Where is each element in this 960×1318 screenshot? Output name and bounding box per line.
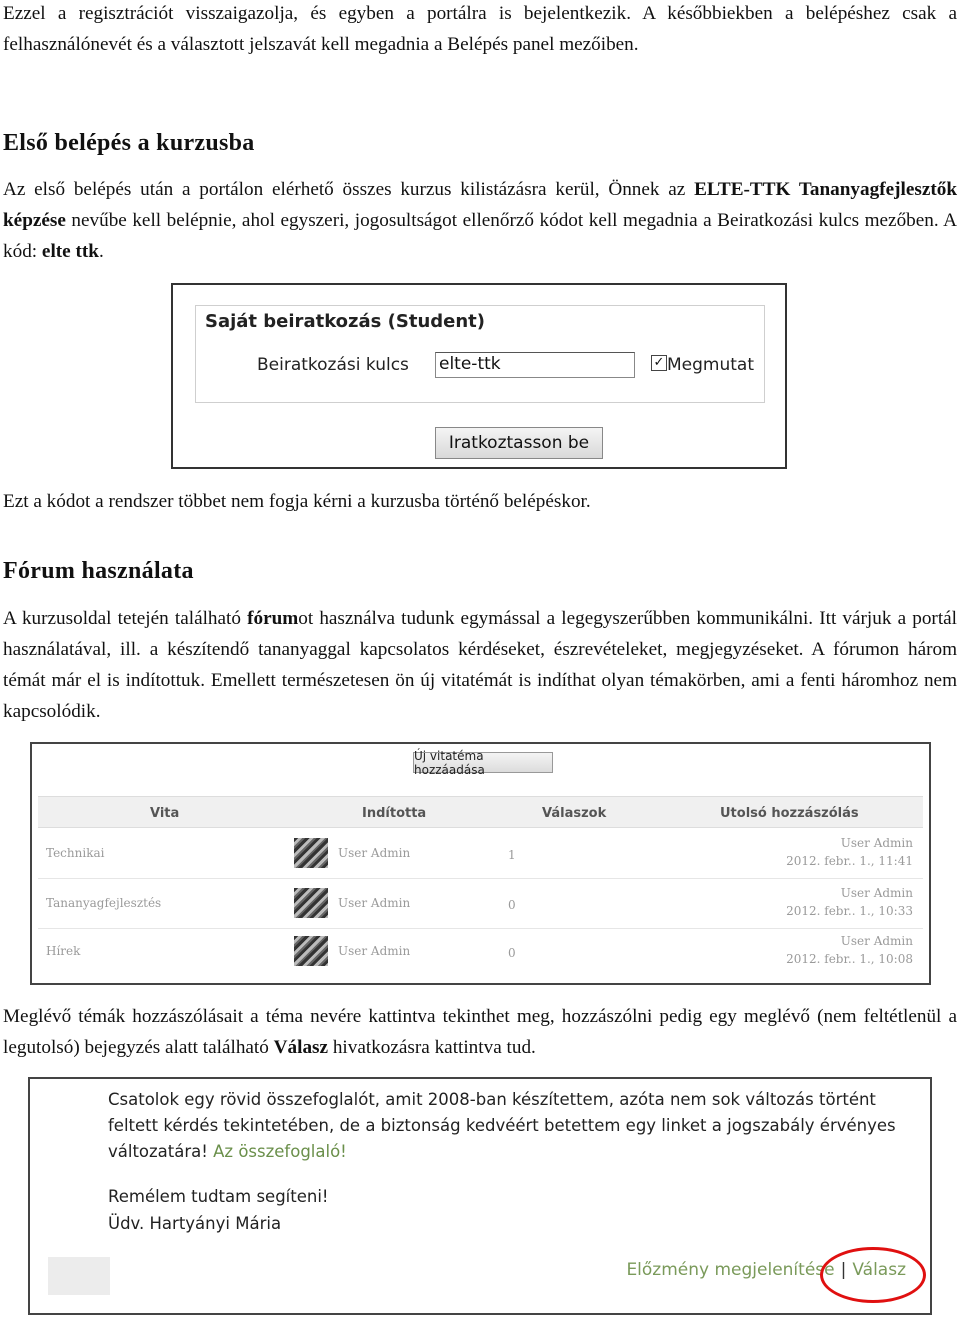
reply-count: 0 <box>508 946 516 960</box>
avatar <box>294 838 328 868</box>
reply-paragraph: Meglévő témák hozzászólásait a téma nevére kattintva tekinthet meg, hozzászólni pedig egy meglévő (nem feltétlenül a legutolsó) bejegyzés alatt található Válasz hivatkozásra kattintva tud. <box>3 1006 957 1058</box>
header-topic: Vita <box>150 806 180 821</box>
section-title-forum: Fórum használata <box>3 558 194 584</box>
enrol-button[interactable]: Iratkoztasson be <box>435 427 603 459</box>
reply-count: 1 <box>508 848 516 862</box>
table-row[interactable] <box>38 880 923 929</box>
enrollment-screenshot <box>171 283 787 469</box>
summary-link[interactable]: Az összefoglaló! <box>213 1142 347 1161</box>
enrol-key-input[interactable]: elte-ttk <box>435 352 635 378</box>
signature-name: Üdv. Hartyányi Mária <box>108 1214 282 1233</box>
enrol-code: elte ttk <box>41 241 99 262</box>
gray-block <box>48 1257 110 1295</box>
reply-word: Válasz <box>273 1037 329 1058</box>
highlight-circle <box>820 1247 926 1303</box>
header-replies: Válaszok <box>542 806 607 821</box>
forum-screenshot <box>30 742 931 985</box>
last-post-date: 2012. febr.. 1., 11:41 <box>786 854 913 868</box>
last-post-user[interactable]: User Admin <box>840 934 913 948</box>
last-post-user[interactable]: User Admin <box>840 886 913 900</box>
last-post-date: 2012. febr.. 1., 10:08 <box>786 952 913 966</box>
signature-line: Remélem tudtam segíteni! <box>108 1187 329 1206</box>
starter-name[interactable]: User Admin <box>338 944 411 958</box>
topic-link[interactable]: Technikai <box>46 846 105 860</box>
show-checkbox[interactable]: ✓ <box>651 355 667 371</box>
forum-word: fórum <box>247 608 299 629</box>
show-parent-link[interactable]: Előzmény megjelenítése <box>626 1260 835 1280</box>
starter-name[interactable]: User Admin <box>338 846 411 860</box>
forum-paragraph: A kurzusoldal tetején található fórumot használva tudunk egymással a legegyszerűbben kommunikálni. Itt várjuk a portál használatával, ill. a készítendő tananyaggal kapcsolatos kérdéseket, észrevételeket, megjegyzéseket. A fórumon három témát már el is indítottuk. Emellett természetesen ön új vitatémát is indíthat olyan témakörben, ami a fenti háromhoz nem kapcsolódik. <box>3 608 957 722</box>
post-screenshot <box>28 1077 932 1315</box>
section-title-first-login: Első belépés a kurzusba <box>3 130 255 156</box>
post-body: Csatolok egy rövid összefoglalót, amit 2008-ban készítettem, azóta nem sok változás történt feltett kérdés tekintetében, de a biztonság kedvéért betettem egy linket a jogszabály érvényes változatára! Az összefoglaló! <box>108 1090 896 1161</box>
last-post-date: 2012. febr.. 1., 10:33 <box>786 904 913 918</box>
last-post-user[interactable]: User Admin <box>840 836 913 850</box>
show-checkbox-label: Megmutat <box>667 355 755 375</box>
header-starter: Indította <box>362 806 427 821</box>
first-login-paragraph: Az első belépés után a portálon elérhető összes kurzus kilistázásra kerül, Önnek az ELTE-TTK Tananyagfejlesztők képzése nevűbe kell belépnie, ahol egyszeri, jogosultságot ellenőrző kódot kell megadnia a Beiratkozási kulcs mezőben. A kód: elte ttk. <box>3 179 957 262</box>
enrol-key-label: Beiratkozási kulcs <box>257 355 409 375</box>
enrollment-title: Saját beiratkozás (Student) <box>205 311 485 332</box>
reply-count: 0 <box>508 898 516 912</box>
table-row[interactable] <box>38 830 923 879</box>
starter-name[interactable]: User Admin <box>338 896 411 910</box>
intro-paragraph: Ezzel a regisztrációt visszaigazolja, és egyben a portálra is bejelentkezik. A későbbiekben a belépéshez csak a felhasználónevét és a választott jelszavát kell megadnia a Belépés panel mezőiben. <box>3 3 957 55</box>
table-row[interactable] <box>38 930 923 978</box>
avatar <box>294 936 328 966</box>
new-topic-button[interactable]: Új vitatéma hozzáadása <box>413 752 553 773</box>
header-last-post: Utolsó hozzászólás <box>720 806 859 821</box>
course-name: ELTE-TTK Tananyagfejlesztők képzése <box>3 179 957 231</box>
topic-link[interactable]: Hírek <box>46 944 81 958</box>
separator: | <box>840 1260 847 1280</box>
topic-link[interactable]: Tananyagfejlesztés <box>46 896 162 910</box>
code-note: Ezt a kódot a rendszer többet nem fogja kérni a kurzusba történő belépéskor. <box>3 491 591 512</box>
avatar <box>294 888 328 918</box>
reply-link[interactable]: Válasz <box>852 1260 906 1280</box>
